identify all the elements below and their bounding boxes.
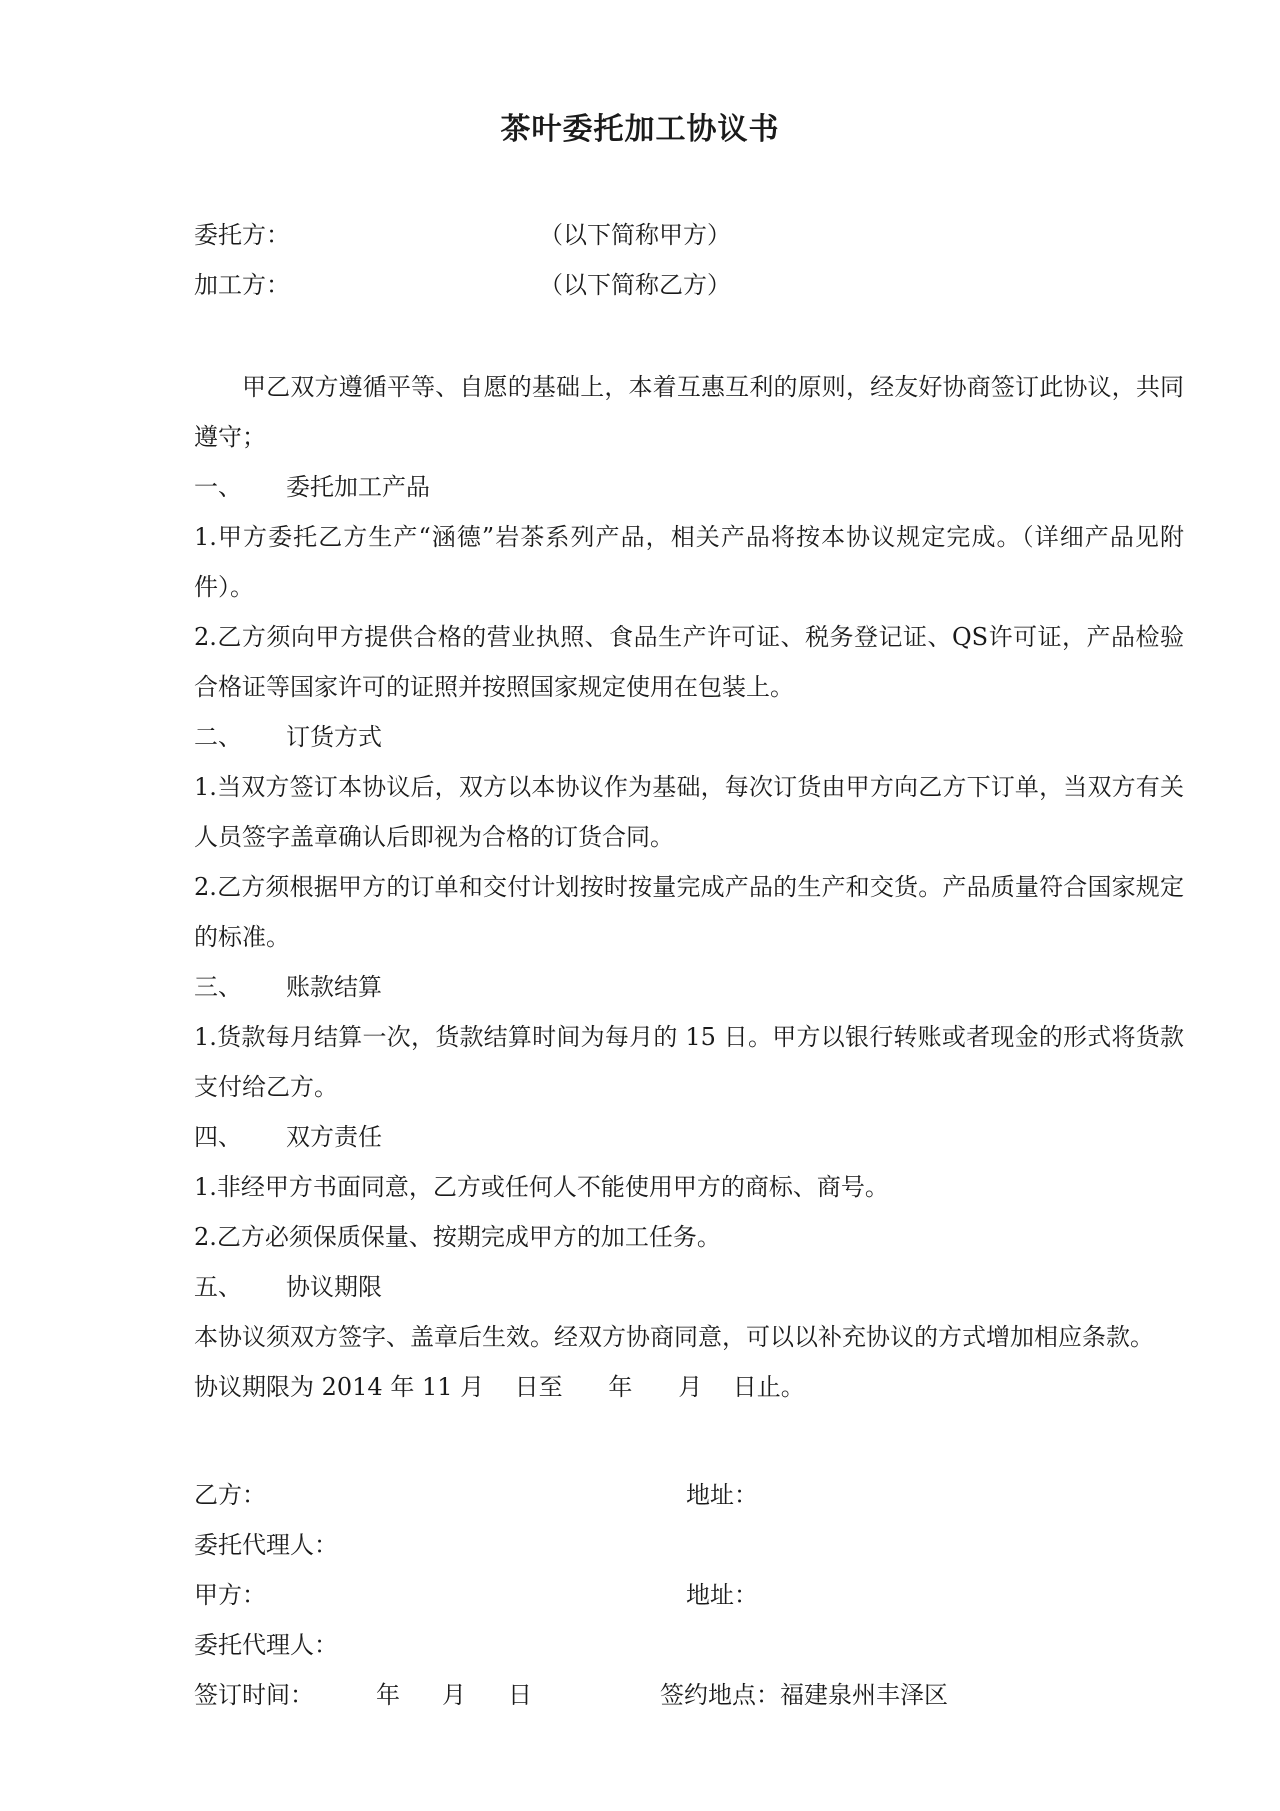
agent-b-label: 委托代理人： (194, 1531, 338, 1559)
section-heading (194, 962, 1184, 1012)
section-title: 账款结算 (286, 973, 382, 1001)
clause: 2.乙方须向甲方提供合格的营业执照、食品生产许可证、税务登记证、QS许可证，产品检验合格证等国家许可的证照并按照国家规定使用在包装上。 (194, 623, 1184, 701)
processor-note: （以下简称乙方） (539, 271, 731, 299)
processor-row (194, 260, 1184, 310)
clause: 1.当双方签订本协议后，双方以本协议作为基础，每次订货由甲方向乙方下订单，当双方有关人员签字盖章确认后即视为合格的订货合同。 (194, 773, 1184, 851)
section-number: 四、 (194, 1123, 242, 1151)
party-b-label: 乙方： (194, 1481, 266, 1509)
section-number: 五、 (194, 1273, 242, 1301)
section-title: 协议期限 (286, 1273, 382, 1301)
section-heading (194, 1112, 1184, 1162)
sign-year: 年 (376, 1681, 400, 1709)
clause: 1.货款每月结算一次，货款结算时间为每月的 15 日。甲方以银行转账或者现金的形式将货款支付给乙方。 (194, 1023, 1184, 1101)
client-note: （以下简称甲方） (539, 221, 731, 249)
section-title: 委托加工产品 (286, 473, 430, 501)
section-heading (194, 462, 1184, 512)
section-heading (194, 1262, 1184, 1312)
signature-row-agent-b (194, 1520, 1184, 1570)
signature-row-party-b (194, 1470, 1184, 1520)
spacer (194, 310, 1184, 362)
sign-place: 签约地点：福建泉州丰泽区 (660, 1681, 948, 1709)
section-number: 二、 (194, 723, 242, 751)
sign-time-label: 签订时间： (194, 1681, 314, 1709)
section-number: 三、 (194, 973, 242, 1001)
term-line: 协议期限为 2014 年 11 月 日至 年 月 日止。 (194, 1373, 805, 1401)
address-a-label: 地址： (686, 1581, 758, 1609)
clause: 1.非经甲方书面同意，乙方或任何人不能使用甲方的商标、商号。 (194, 1173, 889, 1201)
client-row (194, 210, 1184, 260)
signature-row-time-place (194, 1670, 1184, 1720)
clause: 本协议须双方签字、盖章后生效。经双方协商同意，可以以补充协议的方式增加相应条款。 (194, 1323, 1154, 1351)
party-a-label: 甲方： (194, 1581, 266, 1609)
client-label: 委托方： (194, 221, 290, 249)
signature-row-party-a (194, 1570, 1184, 1620)
sign-day: 日 (508, 1681, 532, 1709)
preamble: 甲乙双方遵循平等、自愿的基础上，本着互惠互利的原则，经友好协商签订此协议，共同遵守； (194, 373, 1184, 451)
section-title: 双方责任 (286, 1123, 382, 1151)
agent-a-label: 委托代理人： (194, 1631, 338, 1659)
spacer (194, 1412, 1184, 1470)
processor-label: 加工方： (194, 271, 290, 299)
section-title: 订货方式 (286, 723, 382, 751)
clause: 2.乙方必须保质保量、按期完成甲方的加工任务。 (194, 1223, 721, 1251)
document-title: 茶叶委托加工协议书 (500, 112, 780, 147)
clause: 1.甲方委托乙方生产“涵德”岩茶系列产品，相关产品将按本协议规定完成。（详细产品见附件）。 (194, 523, 1184, 601)
section-heading (194, 712, 1184, 762)
section-number: 一、 (194, 473, 242, 501)
clause: 2.乙方须根据甲方的订单和交付计划按时按量完成产品的生产和交货。产品质量符合国家规定的标准。 (194, 873, 1184, 951)
address-b-label: 地址： (686, 1481, 758, 1509)
signature-row-agent-a (194, 1620, 1184, 1670)
sign-month: 月 (442, 1681, 466, 1709)
document-body (194, 210, 1184, 1720)
